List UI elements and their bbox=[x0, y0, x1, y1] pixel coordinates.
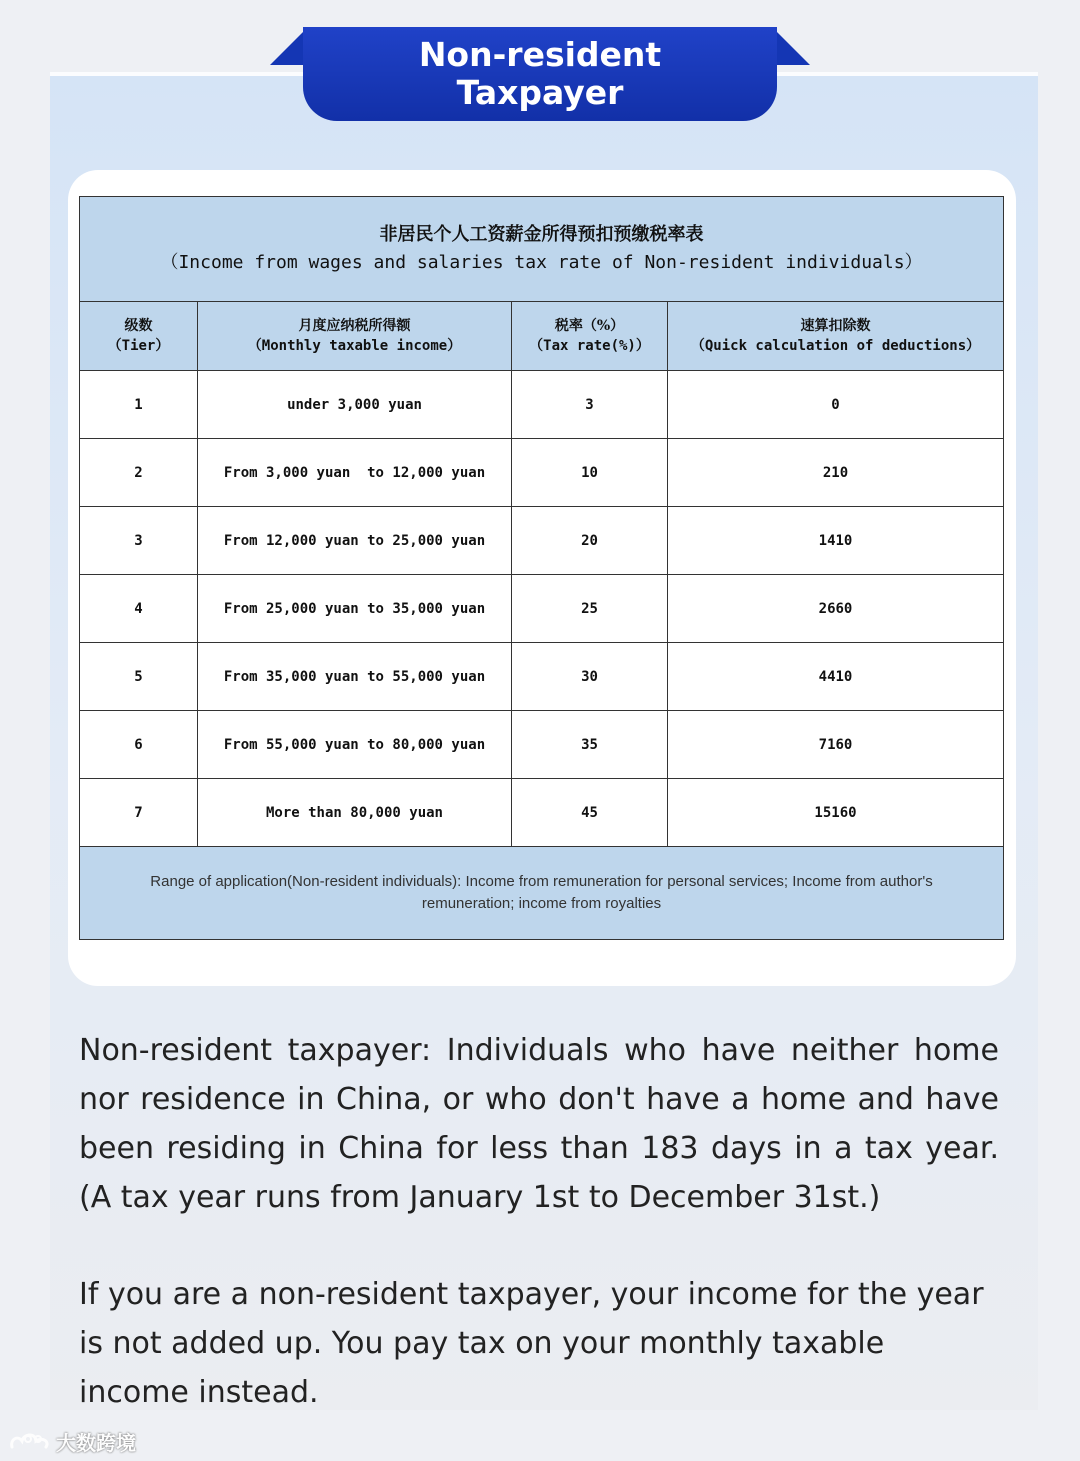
tier-cell: 1 bbox=[80, 371, 198, 439]
deduction-cell: 4410 bbox=[668, 643, 1004, 711]
column-header-en: （Tier） bbox=[107, 338, 170, 354]
table-row bbox=[80, 575, 1004, 643]
deduction-cell: 15160 bbox=[668, 779, 1004, 847]
page-title-line2: Taxpayer bbox=[456, 73, 624, 112]
page-title bbox=[303, 27, 777, 121]
income-cell: From 12,000 yuan to 25,000 yuan bbox=[198, 507, 512, 575]
income-cell: under 3,000 yuan bbox=[198, 371, 512, 439]
cloud-logo-icon bbox=[8, 1429, 52, 1453]
rate-cell: 45 bbox=[512, 779, 668, 847]
column-header-row bbox=[80, 302, 1004, 371]
tier-cell: 5 bbox=[80, 643, 198, 711]
column-header-en: （Monthly taxable income） bbox=[247, 338, 462, 354]
description-paragraph-1: Non-resident taxpayer: Individuals who have neither home nor residence in China, or who don't have a home and have been residing in China for less than 183 days in a tax year. (A tax year runs from January 1st to December 31st.) bbox=[79, 1033, 999, 1215]
column-header-zh: 税率（%） bbox=[554, 318, 625, 334]
table-title-row bbox=[80, 197, 1004, 302]
deduction-cell: 210 bbox=[668, 439, 1004, 507]
table-row bbox=[80, 439, 1004, 507]
column-header-zh: 月度应纳税所得额 bbox=[298, 318, 411, 334]
table-title-cell bbox=[80, 197, 1004, 302]
income-cell: From 25,000 yuan to 35,000 yuan bbox=[198, 575, 512, 643]
watermark bbox=[8, 1426, 136, 1456]
table-footnote-row bbox=[80, 847, 1004, 940]
tax-rate-table bbox=[79, 196, 1004, 940]
tier-cell: 6 bbox=[80, 711, 198, 779]
column-header-deduction bbox=[668, 302, 1004, 371]
table-row bbox=[80, 711, 1004, 779]
table-row bbox=[80, 507, 1004, 575]
income-cell: From 55,000 yuan to 80,000 yuan bbox=[198, 711, 512, 779]
watermark-text: 大数跨境 bbox=[56, 1430, 136, 1455]
deduction-cell: 2660 bbox=[668, 575, 1004, 643]
tier-cell: 2 bbox=[80, 439, 198, 507]
column-header-rate bbox=[512, 302, 668, 371]
rate-cell: 30 bbox=[512, 643, 668, 711]
tier-cell: 3 bbox=[80, 507, 198, 575]
deduction-cell: 1410 bbox=[668, 507, 1004, 575]
rate-cell: 20 bbox=[512, 507, 668, 575]
income-cell: More than 80,000 yuan bbox=[198, 779, 512, 847]
column-header-income bbox=[198, 302, 512, 371]
rate-cell: 25 bbox=[512, 575, 668, 643]
table-row bbox=[80, 643, 1004, 711]
table-row bbox=[80, 371, 1004, 439]
table-row bbox=[80, 779, 1004, 847]
tier-cell: 4 bbox=[80, 575, 198, 643]
description-paragraph-2: If you are a non-resident taxpayer, your income for the year is not added up. You pay tax on your monthly taxable income instead. bbox=[79, 1277, 984, 1410]
tier-cell: 7 bbox=[80, 779, 198, 847]
table-title-en: （Income from wages and salaries tax rate of Non-resident individuals） bbox=[160, 252, 923, 273]
column-header-en: （Quick calculation of deductions） bbox=[690, 338, 981, 354]
rate-cell: 3 bbox=[512, 371, 668, 439]
table-footnote: Range of application(Non-resident individuals): Income from remuneration for personal services; Income from author's remuneration; income from royalties bbox=[80, 847, 1004, 940]
deduction-cell: 0 bbox=[668, 371, 1004, 439]
rate-cell: 35 bbox=[512, 711, 668, 779]
page-title-line1: Non-resident bbox=[418, 35, 662, 74]
income-cell: From 3,000 yuan to 12,000 yuan bbox=[198, 439, 512, 507]
column-header-zh: 速算扣除数 bbox=[800, 318, 871, 334]
rate-cell: 10 bbox=[512, 439, 668, 507]
income-cell: From 35,000 yuan to 55,000 yuan bbox=[198, 643, 512, 711]
column-header-en: （Tax rate(%)） bbox=[529, 338, 650, 354]
column-header-tier bbox=[80, 302, 198, 371]
column-header-zh: 级数 bbox=[124, 318, 153, 334]
deduction-cell: 7160 bbox=[668, 711, 1004, 779]
table-title-zh: 非居民个人工资薪金所得预扣预缴税率表 bbox=[379, 224, 704, 245]
